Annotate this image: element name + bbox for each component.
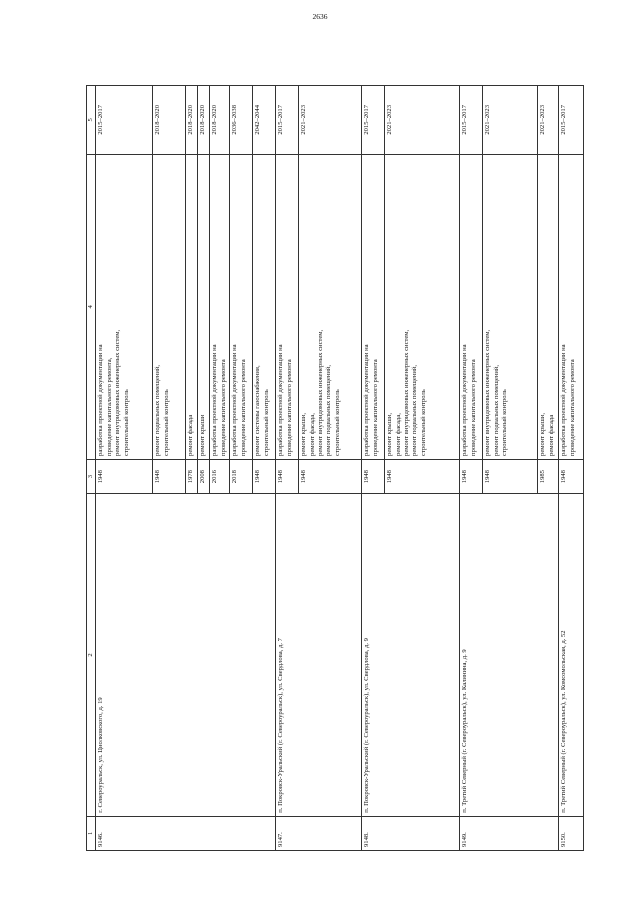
period-cell: 2021–2023: [483, 86, 538, 155]
period-cell: 2018–2020: [153, 86, 186, 155]
work-line: ремонт фасада,: [394, 413, 402, 456]
work-line: разработка проектной документации на: [277, 344, 285, 456]
work-cell: [210, 154, 230, 459]
work-cell: [559, 154, 584, 459]
work-line: проведение капитального ремонта: [568, 359, 576, 456]
year-cell: 1978: [186, 459, 198, 493]
work-line: проведение капитального ремонта: [239, 359, 247, 456]
repair-schedule-table: [86, 85, 584, 851]
work-line: ремонт системы газоснабжения,: [254, 365, 262, 456]
period-cell: 2018–2020: [210, 86, 230, 155]
work-line: разработка проектной документации на: [231, 344, 239, 456]
year-cell: 1948: [276, 459, 299, 493]
work-cell: [362, 154, 385, 459]
work-line: ремонт подвальных помещений,: [492, 364, 500, 456]
work-line: ремонт крыши: [199, 414, 207, 456]
work-line: ремонт подвальных помещений,: [154, 364, 162, 456]
work-cell: [198, 154, 210, 459]
work-line: строительный контроль: [162, 389, 170, 456]
work-cell: [230, 154, 253, 459]
period-cell: 2018–2020: [186, 86, 198, 155]
period-cell: 2015–2017: [460, 86, 483, 155]
row-number: 9149.: [460, 816, 559, 850]
period-cell: 2015–2017: [276, 86, 299, 155]
row-number: 9148.: [362, 816, 460, 850]
work-line: ремонт внутридомовых инженерных систем,: [114, 329, 122, 456]
work-line: ремонт крыши,: [300, 413, 308, 456]
work-line: ремонт внутридомовых инженерных систем,: [484, 329, 492, 456]
year-cell: 2008: [198, 459, 210, 493]
address-cell: г. Североуральск, ул. Циолковского, д. 19: [96, 494, 276, 816]
work-line: строительный контроль: [122, 389, 130, 456]
work-line: проведение капитального ремонта: [371, 359, 379, 456]
work-line: разработка проектной документации на: [461, 344, 469, 456]
work-line: разработка проектной документации на: [97, 344, 105, 456]
period-cell: 2036–2038: [230, 86, 253, 155]
table-body: [96, 86, 584, 851]
work-line: строительный контроль: [501, 389, 509, 456]
work-cell: [153, 154, 186, 459]
work-cell: [460, 154, 483, 459]
address-cell: п. Третий Северный (г. Североуральск), ул. Калинина, д. 9: [460, 494, 559, 816]
period-cell: 2021–2023: [299, 86, 362, 155]
header-col-5: 5: [87, 86, 96, 155]
work-line: проведение капитального ремонта: [219, 359, 227, 456]
work-cell: [538, 154, 559, 459]
year-cell: 1948: [385, 459, 460, 493]
header-row: [87, 86, 96, 851]
header-col-3: 3: [87, 459, 96, 493]
period-cell: 2021–2023: [538, 86, 559, 155]
work-line: ремонт фасада,: [308, 413, 316, 456]
work-line: строительный контроль: [419, 389, 427, 456]
period-cell: 2018–2020: [198, 86, 210, 155]
rotated-table-viewport: [86, 85, 576, 851]
work-cell: [385, 154, 460, 459]
table-row: [96, 86, 153, 851]
work-line: ремонт внутридомовых инженерных систем,: [403, 329, 411, 456]
work-line: ремонт подвальных помещений,: [411, 364, 419, 456]
year-cell: 1948: [253, 459, 276, 493]
work-line: строительный контроль: [333, 389, 341, 456]
work-cell: [186, 154, 198, 459]
work-line: ремонт подвальных помещений,: [325, 364, 333, 456]
table-row: [460, 86, 483, 851]
work-cell: [253, 154, 276, 459]
work-line: ремонт крыши,: [386, 413, 394, 456]
work-line: разработка проектной документации на: [211, 344, 219, 456]
work-line: разработка проектной документации на: [560, 344, 568, 456]
work-line: ремонт фасада: [187, 414, 195, 456]
row-number: 9150.: [559, 816, 584, 850]
year-cell: 1948: [460, 459, 483, 493]
year-cell: 2016: [210, 459, 230, 493]
work-cell: [96, 154, 153, 459]
work-line: проведение капитального ремонта: [469, 359, 477, 456]
work-line: проведение капитального ремонта: [285, 359, 293, 456]
year-cell: 1948: [96, 459, 153, 493]
address-cell: п. Покровск-Уральский (г. Североуральск), ул. Свердлова, д. 9: [362, 494, 460, 816]
work-line: проведение капитального ремонта,: [105, 357, 113, 456]
period-cell: 2015–2017: [559, 86, 584, 155]
period-cell: 2021–2023: [385, 86, 460, 155]
work-line: ремонт крыши,: [539, 413, 547, 456]
row-number: 9147.: [276, 816, 362, 850]
year-cell: 2018: [230, 459, 253, 493]
work-line: разработка проектной документации на: [363, 344, 371, 456]
table-row: [559, 86, 584, 851]
year-cell: 1985: [538, 459, 559, 493]
year-cell: 1948: [483, 459, 538, 493]
work-cell: [299, 154, 362, 459]
page-number: 2636: [312, 12, 328, 21]
row-number: 9146.: [96, 816, 276, 850]
header-col-2: 2: [87, 494, 96, 816]
rotated-table-container: [86, 85, 576, 851]
table-row: [276, 86, 299, 851]
work-line: ремонт фасада: [547, 414, 555, 456]
year-cell: 1948: [153, 459, 186, 493]
header-col-1: 1: [87, 816, 96, 850]
year-cell: 1948: [559, 459, 584, 493]
header-col-4: 4: [87, 154, 96, 459]
table-row: [362, 86, 385, 851]
work-cell: [276, 154, 299, 459]
period-cell: 2015–2017: [96, 86, 153, 155]
work-line: ремонт внутридомовых инженерных систем,: [317, 329, 325, 456]
address-cell: п. Третий Северный (г. Североуральск), ул. Комсомольская, д. 52: [559, 494, 584, 816]
work-cell: [483, 154, 538, 459]
period-cell: 2042–2044: [253, 86, 276, 155]
year-cell: 1948: [362, 459, 385, 493]
work-line: строительный контроль: [262, 389, 270, 456]
year-cell: 1948: [299, 459, 362, 493]
address-cell: п. Покровск-Уральский (г. Североуральск), ул. Свердлова, д. 7: [276, 494, 362, 816]
period-cell: 2015–2017: [362, 86, 385, 155]
